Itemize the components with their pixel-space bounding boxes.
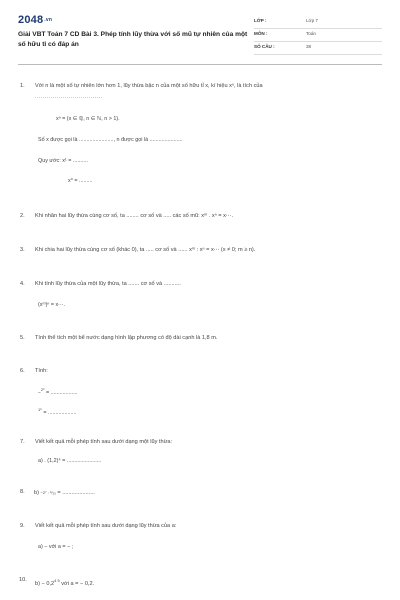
question-text: b) −2⁷ : ⁸/₂₅ = ..................... [34, 490, 95, 496]
question-number: 10. [19, 577, 27, 583]
question-number: 3. [20, 247, 25, 253]
meta-label: LỚP : [254, 18, 267, 23]
question-text: Viết kết quả mỗi phép tính sau dưới dạng lũy thừa của a: [35, 523, 177, 529]
question-text: Viết kết quả mỗi phép tính sau dưới dạng một lũy thừa: [35, 439, 172, 445]
meta-row-subject [254, 29, 382, 42]
question-number: 8. [20, 489, 25, 495]
question-tail: với a = − 0,2. [61, 580, 95, 587]
answer-line: $^{1^5}$ = ................... [38, 407, 77, 416]
question-number: 7. [20, 439, 25, 445]
answer-blank: = ................... [43, 409, 77, 416]
site-logo[interactable] [18, 14, 52, 26]
answer-line: Quy ước: x¹ = .......... [38, 158, 88, 164]
answer-line: a) − với a = − ; [38, 544, 74, 550]
meta-value: Toán [306, 31, 316, 36]
question-prefix: b) [34, 490, 41, 496]
question-text: Tính thể tích một bể nước dạng hình lập phương có độ dài cạnh là 1,8 m. [35, 335, 218, 341]
formula-line: xⁿ = (x ∈ ℚ, n ∈ ℕ, n > 1). [56, 116, 120, 122]
question-text: $b) - 0,2^{4 5}$ với a = − 0,2. [35, 578, 95, 587]
question-number: 2. [20, 213, 25, 219]
question-text: Khi tính lũy thừa của một lũy thừa, ta ....... cơ số và ........... [35, 281, 181, 287]
answer-line: Số x được gọi là ......................., n được gọi là ...................... [38, 137, 183, 143]
question-number: 6. [20, 368, 25, 374]
meta-row-class [254, 16, 382, 29]
answer-blank: = ..................... [57, 490, 95, 496]
answer-line: −$^{2^3}$ = .................. [38, 387, 78, 396]
answer-line: a) . (1,2)⁴ = ....................... [38, 458, 102, 464]
page-title: Giải VBT Toán 7 CD Bài 3. Phép tính lũy thừa với số mũ tự nhiên của một số hữu tỉ có đáp án [18, 31, 248, 48]
logo-suffix: .vn [44, 17, 53, 24]
question-text: Tính: [35, 368, 48, 374]
question-number: 1. [20, 83, 25, 89]
question-prefix: b) − 0,2 [35, 580, 55, 587]
answer-line: x⁰ = ......... [68, 178, 93, 184]
question-text: Khi chia hai lũy thừa cùng cơ số (khác 0), ta ..... cơ số và ...... xᵐ : xⁿ = x⋯ (x ≠ 0; m ≥ n). [35, 247, 256, 253]
meta-info [254, 16, 382, 55]
question-number: 4. [20, 281, 25, 287]
question-number: 9. [20, 523, 25, 529]
answer-blank: .................................. [35, 94, 103, 100]
meta-value: 38 [306, 44, 312, 49]
question-text: Với n là một số tự nhiên lớn hơn 1, lũy thừa bậc n của một số hữu tỉ x, kí hiệu xⁿ, là tích của [35, 83, 263, 89]
meta-row-count [254, 42, 382, 55]
answer-blank: = .................. [45, 389, 78, 396]
meta-label: MÔN : [254, 31, 268, 36]
formula-line: (xᵐ)ⁿ = x⋯. [38, 302, 66, 308]
logo-text: 2048 [18, 14, 44, 26]
meta-label: SỐ CÂU : [254, 44, 275, 49]
question-number: 5. [20, 335, 25, 341]
document-header [18, 14, 382, 60]
question-text: Khi nhân hai lũy thừa cùng cơ số, ta ........ cơ số và ..... các số mũ: xᵐ . xⁿ = x⋯. [35, 213, 234, 219]
meta-value: Lớp 7 [306, 18, 318, 23]
header-divider [18, 64, 382, 65]
